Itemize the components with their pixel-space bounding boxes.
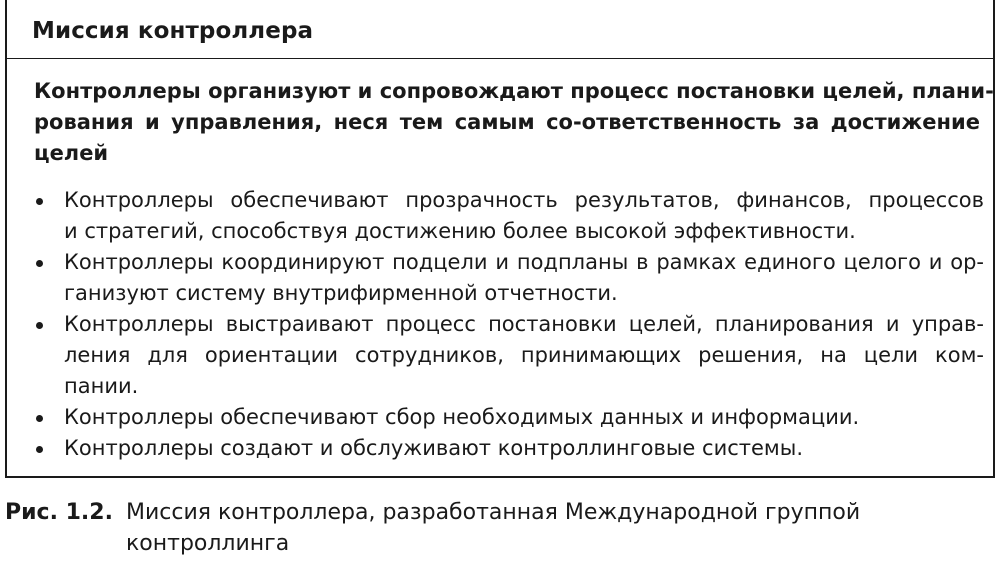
box-title: Миссия контроллера bbox=[32, 18, 314, 44]
bullet-dot-icon bbox=[36, 322, 43, 329]
bullet-line: и стратегий, способствуя достижению более высокой эффективности. bbox=[64, 219, 856, 243]
bullet-dot-icon bbox=[36, 198, 43, 205]
bullet-line: Контроллеры обеспечивают прозрачность результатов, финансов, процессов bbox=[64, 188, 984, 212]
title-divider bbox=[7, 58, 993, 59]
bullet-line: Контроллеры создают и обслуживают контроллинговые системы. bbox=[64, 436, 804, 460]
bullet-dot-icon bbox=[36, 260, 43, 267]
lead-line: Контроллеры организуют и сопровождают процесс постановки целей, плани- bbox=[34, 79, 994, 103]
figure-box bbox=[5, 0, 995, 478]
bullet-item bbox=[34, 433, 984, 464]
bullet-line: Контроллеры обеспечивают сбор необходимых данных и информации. bbox=[64, 405, 860, 429]
bullet-item bbox=[34, 185, 984, 247]
lead-line: целей bbox=[34, 141, 109, 165]
bullet-item bbox=[34, 402, 984, 433]
lead-line: рования и управления, неся тем самым со-ответственность за достижение bbox=[34, 110, 980, 134]
bullet-dot-icon bbox=[36, 446, 43, 453]
caption-label: Рис. 1.2. bbox=[5, 500, 113, 525]
bullet-item bbox=[34, 309, 984, 402]
bullet-line: ления для ориентации сотрудников, принимающих решения, на цели ком- bbox=[64, 343, 984, 367]
caption-text bbox=[126, 497, 886, 559]
lead-statement bbox=[34, 76, 994, 169]
bullet-item bbox=[34, 247, 984, 309]
bullet-line: ганизуют систему внутрифирменной отчетности. bbox=[64, 281, 618, 305]
bullet-line: пании. bbox=[64, 374, 139, 398]
bullet-dot-icon bbox=[36, 415, 43, 422]
caption-line: Миссия контроллера, разработанная Международной группой bbox=[126, 500, 861, 525]
caption-line: контроллинга bbox=[126, 531, 290, 556]
bullet-line: Контроллеры выстраивают процесс постановки целей, планирования и управ- bbox=[64, 312, 984, 336]
mission-bullet-list bbox=[34, 185, 984, 464]
bullet-line: Контроллеры координируют подцели и подпланы в рамках единого целого и ор- bbox=[64, 250, 984, 274]
